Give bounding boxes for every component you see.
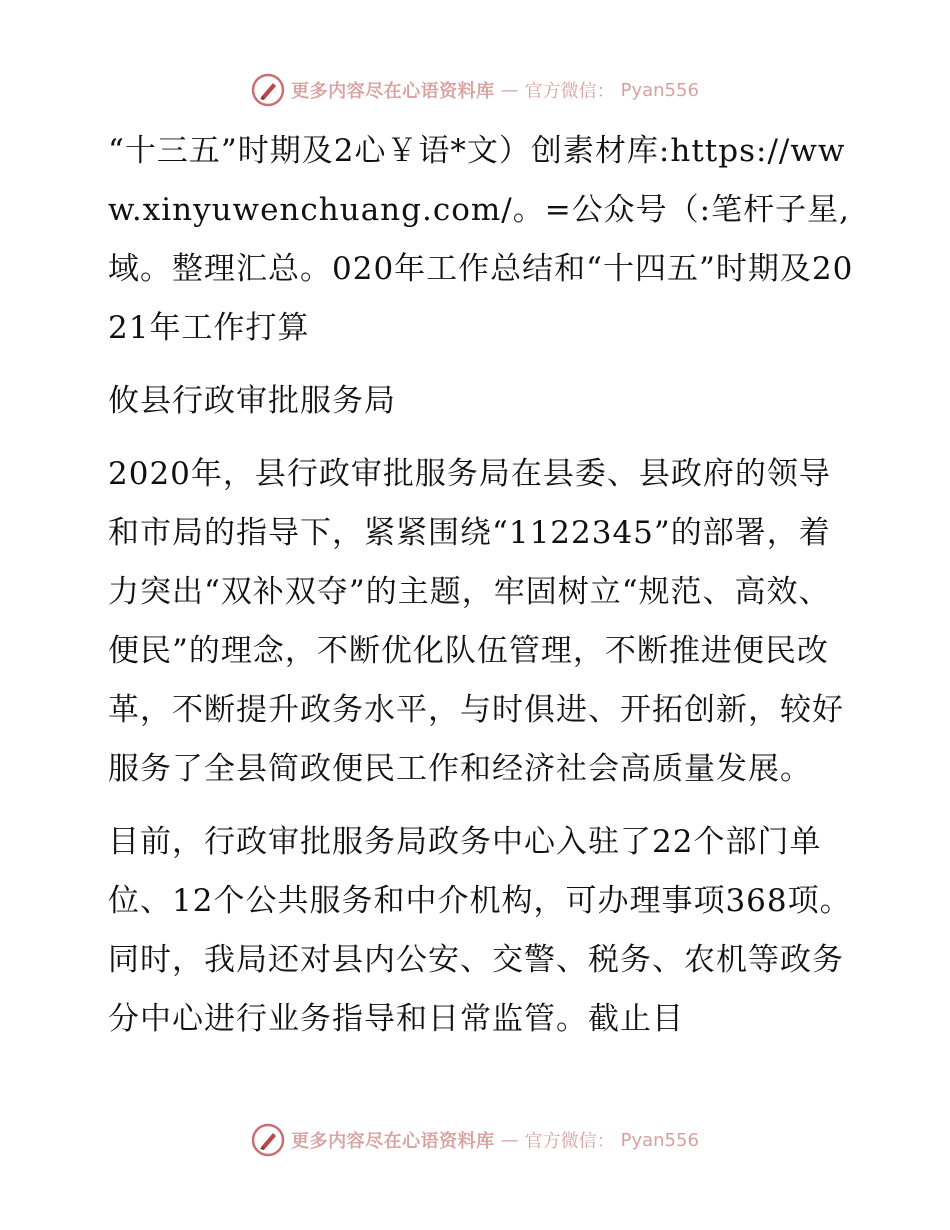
watermark-wechat-id: Pyan556 [620,1129,699,1151]
watermark-footer [0,1120,950,1160]
document-author-line: 攸县行政审批服务局 [108,383,396,419]
document-body [98,122,858,1049]
watermark-wechat-label: 官方微信： [524,1131,615,1152]
watermark-wechat-id: Pyan556 [620,79,699,101]
watermark-wechat-label: 官方微信： [524,81,615,102]
document-paragraph: 2020年，县行政审批服务局在县委、县政府的领导和市局的指导下，紧紧围绕“1122345”的部署，着力突出“双补双夺”的主题，牢固树立“规范、高效、便民”的理念，不断优化队伍管理，不断推进便民改革，不断提升政务水平，与时俱进、开拓创新，较好服务了全县简政便民工作和经济社会高质量发展。 [108,456,844,787]
watermark-main-text: 更多内容尽在心语资料库 [291,81,495,102]
document-paragraph: 目前，行政审批服务局政务中心入驻了22个部门单位、12个公共服务和中介机构，可办理事项368项。同时，我局还对县内公安、交警、税务、农机等政务分中心进行业务指导和日常监管。截止目 [108,824,852,1037]
watermark-main-text: 更多内容尽在心语资料库 [291,1131,495,1152]
document-intro-paragraph: “十三五”时期及2心￥语*文）创素材库:https://www.xinyuwenchuang.com/。=公众号（:笔杆子星,域。整理汇总。020年工作总结和“十四五”时期及2021年工作打算 [108,133,854,346]
watermark-separator: — [500,79,519,101]
watermark-header [0,70,950,110]
pen-nib-logo-icon [251,73,285,107]
pen-nib-logo-icon [251,1123,285,1157]
watermark-separator: — [500,1129,519,1151]
